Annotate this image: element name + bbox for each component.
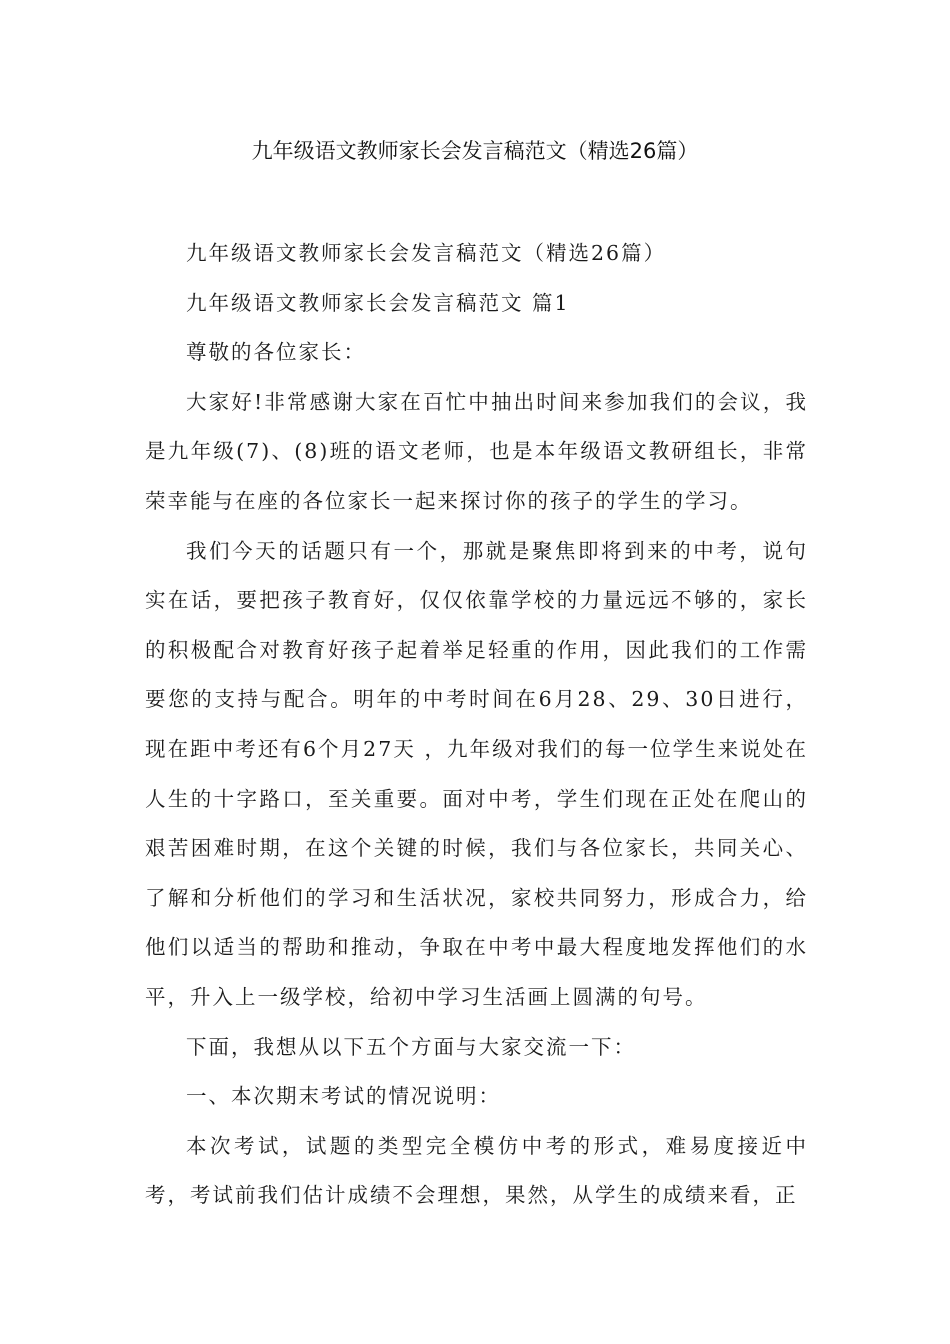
paragraph-greeting: 大家好!非常感谢大家在百忙中抽出时间来参加我们的会议，我是九年级(7)、(8)班的语文老师，也是本年级语文教研组长，非常荣幸能与在座的各位家长一起来探讨你的孩子的学生的学习。 [145,389,808,513]
paragraph-topic: 我们今天的话题只有一个，那就是聚焦即将到来的中考，说句实在话，要把孩子教育好，仅仅依靠学校的力量远远不够的，家长的积极配合对教育好孩子起着举足轻重的作用，因此我们的工作需要您的支持与配合。明年的中考时间在6月28、29、30日进行，现在距中考还有6个月27天 ，九年级对我们的每一位学生来说处在人生的十字路口，至关重要。面对中考，学生们现在正处在爬山的艰苦困难时期，在这个关键的时候，我们与各位家长，共同关心、了解和分析他们的学习和生活状况，家校共同努力，形成合力，给他们以适当的帮助和推动，争取在中考中最大程度地发挥他们的水平，升入上一级学校，给初中学习生活画上圆满的句号。 [145,538,808,1009]
paragraph-intro-list: 下面，我想从以下五个方面与大家交流一下： [186,1034,636,1059]
paragraph-salutation: 尊敬的各位家长： [186,340,366,365]
paragraph-point-one: 一、本次期末考试的情况说明： [186,1084,501,1109]
paragraph-subtitle: 九年级语文教师家长会发言稿范文（精选26篇） [186,241,667,265]
document-title: 九年级语文教师家长会发言稿范文（精选26篇） [251,139,699,163]
paragraph-exam-description: 本次考试，试题的类型完全模仿中考的形式，难易度接近中考，考试前我们估计成绩不会理想，果然，从学生的成绩来看，正 [145,1133,808,1208]
paragraph-section-heading: 九年级语文教师家长会发言稿范文 篇1 [186,290,570,315]
document-body [145,229,808,1221]
